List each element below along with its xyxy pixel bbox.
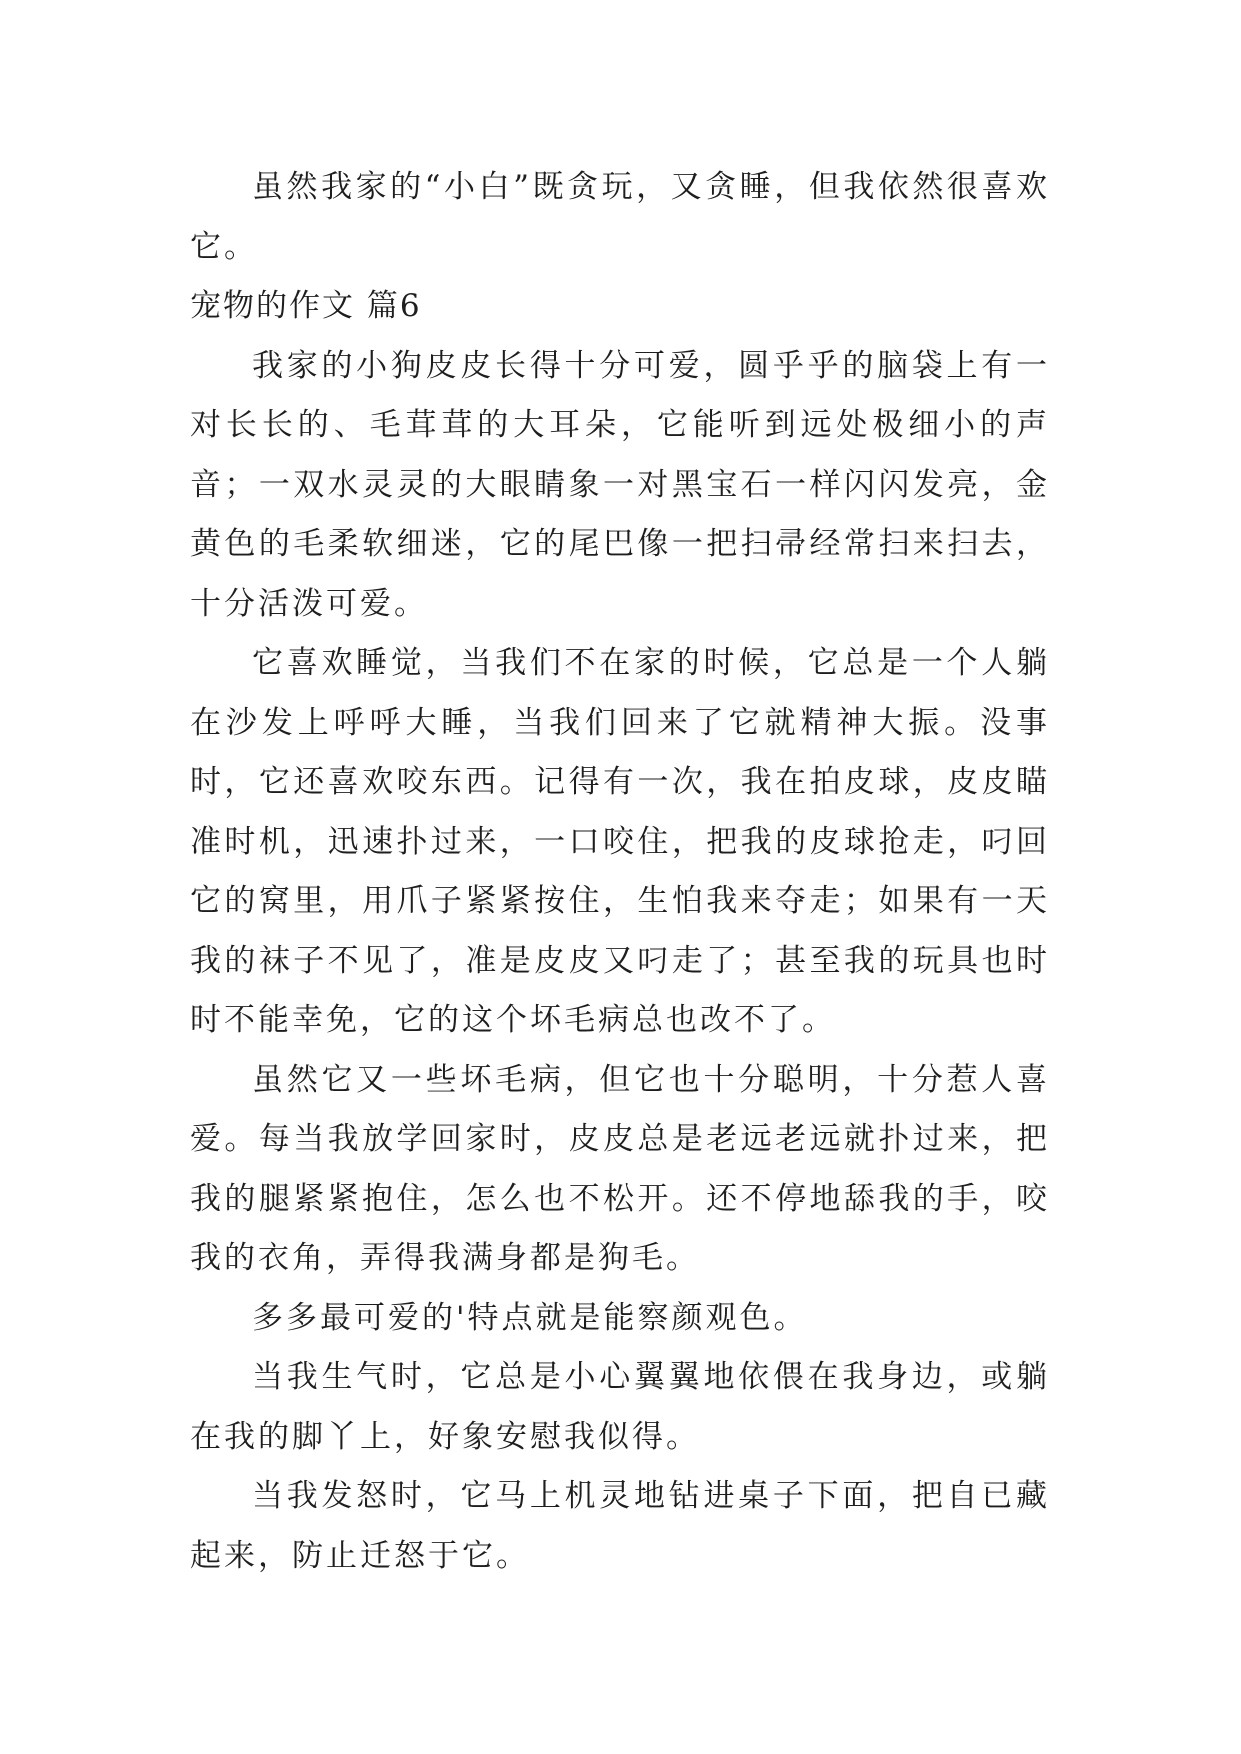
paragraph-pipi-habits: 它喜欢睡觉，当我们不在家的时候，它总是一个人躺在沙发上呼呼大睡，当我们回来了它就精神大振。没事时，它还喜欢咬东西。记得有一次，我在拍皮球，皮皮瞄准时机，迅速扑过来，一口咬住，把我的皮球抢走，叼回它的窝里，用爪子紧紧按住，生怕我来夺走；如果有一天我的袜子不见了，准是皮皮又叼走了；甚至我的玩具也时时不能幸免，它的这个坏毛病总也改不了。 — [190, 645, 1050, 1038]
paragraph-xiaobai-conclusion: 虽然我家的“小白”既贪玩，又贪睡，但我依然很喜欢它。 — [190, 169, 1050, 265]
paragraph-duoduo-trait: 多多最可爱的'特点就是能察颜观色。 — [252, 1299, 808, 1336]
paragraph-when-angry: 当我生气时，它总是小心翼翼地依偎在我身边，或躺在我的脚丫上，好象安慰我似得。 — [190, 1359, 1050, 1455]
paragraph-pipi-clever: 虽然它又一些坏毛病，但它也十分聪明，十分惹人喜爱。每当我放学回家时，皮皮总是老远老远就扑过来，把我的腿紧紧抱住，怎么也不松开。还不停地舔我的手，咬我的衣角，弄得我满身都是狗毛。 — [190, 1061, 1050, 1276]
paragraph-pipi-appearance: 我家的小狗皮皮长得十分可爱，圆乎乎的脑袋上有一对长长的、毛茸茸的大耳朵，它能听到远处极细小的声音；一双水灵灵的大眼睛象一对黑宝石一样闪闪发亮，金黄色的毛柔软细迷，它的尾巴像一把扫帚经常扫来扫去，十分活泼可爱。 — [190, 347, 1050, 622]
section-heading: 宠物的作文 篇6 — [190, 288, 422, 324]
paragraph-when-furious: 当我发怒时，它马上机灵地钻进桌子下面，把自已藏起来，防止迁怒于它。 — [190, 1478, 1050, 1574]
document-body — [190, 158, 1050, 1586]
